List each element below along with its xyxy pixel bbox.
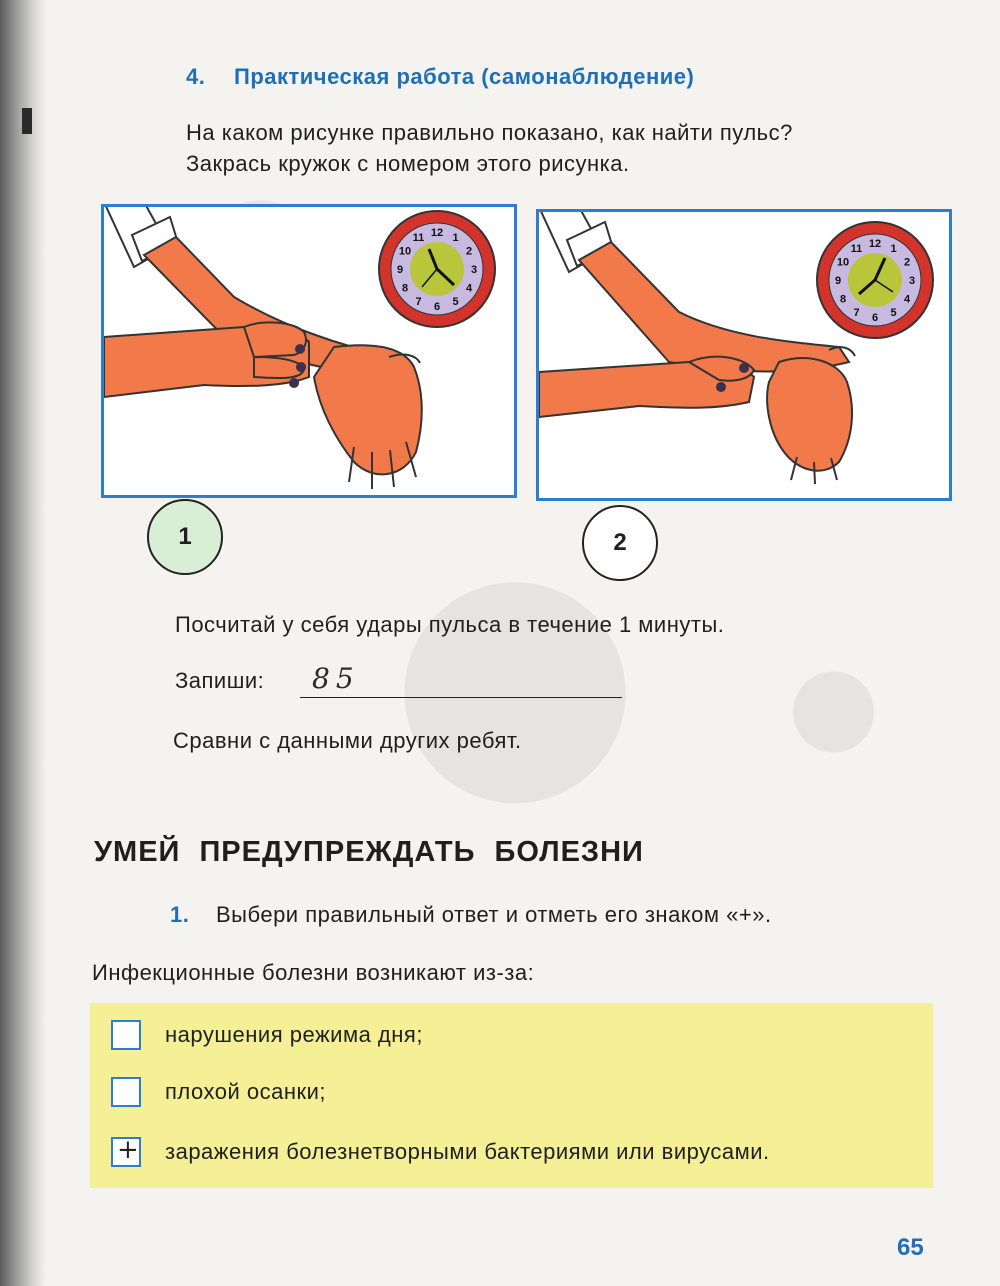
task-question-line1: На каком рисунке правильно показано, как найти пульс? [186,120,793,145]
option-checkbox-1[interactable] [111,1020,141,1050]
page-binding-shadow [0,0,46,1286]
option-checkbox-3-mark: + [117,1135,139,1165]
clock-numeral: 1 [890,243,897,255]
task1-question: Инфекционные болезни возникают из-за: [92,960,535,985]
clock-numeral: 5 [452,296,459,308]
clock-numeral: 3 [908,275,916,287]
section-heading: УМЕЙ ПРЕДУПРЕЖДАТЬ БОЛЕЗНИ [94,836,644,868]
option-circle-1[interactable] [147,499,223,575]
option-text-1: нарушения режима дня; [165,1022,423,1047]
clock-numeral: 12 [430,227,444,239]
write-label: Запиши: [175,668,265,693]
clock-numeral: 2 [465,245,473,258]
task-number: 4. [186,64,206,89]
clock-numeral: 7 [415,296,422,308]
clock-numeral: 11 [850,243,863,255]
task1-number: 1. [170,902,190,927]
clock-numeral: 7 [853,307,860,319]
option-text-2: плохой осанки; [165,1079,327,1104]
count-instruction: Посчитай у себя удары пульса в течение 1 минуты. [175,612,725,637]
answer-line [300,697,622,698]
pulse-illustration-1 [104,207,514,495]
task1-instruction: Выбери правильный ответ и отметь его знаком «+». [216,902,772,927]
illustration-panel-2 [536,209,952,501]
clock-numeral: 4 [465,282,473,295]
clock-numeral: 3 [470,264,478,276]
clock-numeral: 8 [401,282,409,295]
option-checkbox-2[interactable] [111,1077,141,1107]
clock-numeral: 8 [839,293,847,306]
binding-mark [22,108,32,134]
option-circle-2[interactable] [582,505,658,581]
option-checkbox-3[interactable] [111,1137,141,1167]
clock-numeral: 10 [836,256,850,269]
task-title: Практическая работа (самонаблюдение) [234,64,695,89]
option-circle-2-label: 2 [613,529,627,556]
clock-numeral: 11 [412,232,425,244]
clock-numeral: 6 [433,301,441,313]
clock-numeral: 1 [452,232,459,244]
task-question-line2: Закрась кружок с номером этого рисунка. [186,151,630,176]
illustration-panel-1 [101,204,517,498]
clock-numeral: 4 [903,293,911,306]
page-number: 65 [897,1234,924,1261]
clock-numeral: 5 [890,307,897,319]
clock-numeral: 9 [396,264,404,276]
pulse-illustration-2 [539,212,949,498]
clock-numeral: 6 [871,312,879,324]
clock-numeral: 9 [834,275,842,287]
option-text-3: заражения болезнетворными бактериями или вирусами. [165,1139,770,1164]
write-answer[interactable]: 85 [312,662,360,695]
compare-text: Сравни с данными других ребят. [173,728,522,753]
clock-numeral: 2 [903,256,911,269]
clock-numeral: 12 [868,238,882,250]
clock-numeral: 10 [398,245,412,258]
option-circle-1-label: 1 [178,523,192,550]
